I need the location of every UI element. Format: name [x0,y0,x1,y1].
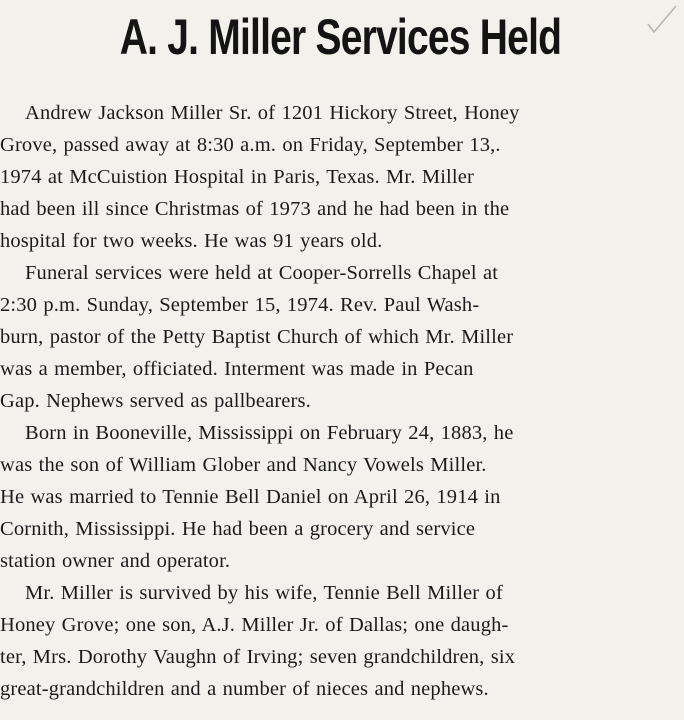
paragraph-1-line-3: 1974 at McCuistion Hospital in Paris, Texas. Mr. Miller [0,166,474,188]
article-headline: A. J. Miller Services Held [119,9,562,65]
paragraph-2-line-2: 2:30 p.m. Sunday, September 15, 1974. Rev. Paul Wash- [0,294,480,316]
paragraph-1-line-4: had been ill since Christmas of 1973 and he had been in the [0,198,510,220]
paragraph-1-line-2: Grove, passed away at 8:30 a.m. on Friday, September 13,. [0,134,501,156]
paragraph-4-line-3: ter, Mrs. Dorothy Vaughn of Irving; seven grandchildren, six [0,646,516,668]
paragraph-3-line-1: Born in Booneville, Mississippi on February 24, 1883, he [25,422,514,444]
paragraph-3-line-4: Cornith, Mississippi. He had been a grocery and service [0,518,476,540]
paragraph-1-line-1: Andrew Jackson Miller Sr. of 1201 Hickory Street, Honey [25,102,520,124]
paragraph-4-line-2: Honey Grove; one son, A.J. Miller Jr. of Dallas; one daugh- [0,614,509,636]
paragraph-1-line-5: hospital for two weeks. He was 91 years old. [0,230,383,252]
paragraph-2-line-4: was a member, officiated. Interment was made in Pecan [0,358,474,380]
paragraph-3-line-5: station owner and operator. [0,550,231,572]
paragraph-4-line-4: great-grandchildren and a number of nieces and nephews. [0,678,489,700]
pencil-check-mark [642,2,682,42]
paragraph-4-line-1: Mr. Miller is survived by his wife, Tennie Bell Miller of [25,582,503,604]
paragraph-3-line-2: was the son of William Glober and Nancy Vowels Miller. [0,454,487,476]
paragraph-2-line-5: Gap. Nephews served as pallbearers. [0,390,311,412]
paragraph-2-line-1: Funeral services were held at Cooper-Sorrells Chapel at [25,262,499,284]
paragraph-3-line-3: He was married to Tennie Bell Daniel on April 26, 1914 in [0,486,501,508]
paragraph-2-line-3: burn, pastor of the Petty Baptist Church of which Mr. Miller [0,326,514,348]
